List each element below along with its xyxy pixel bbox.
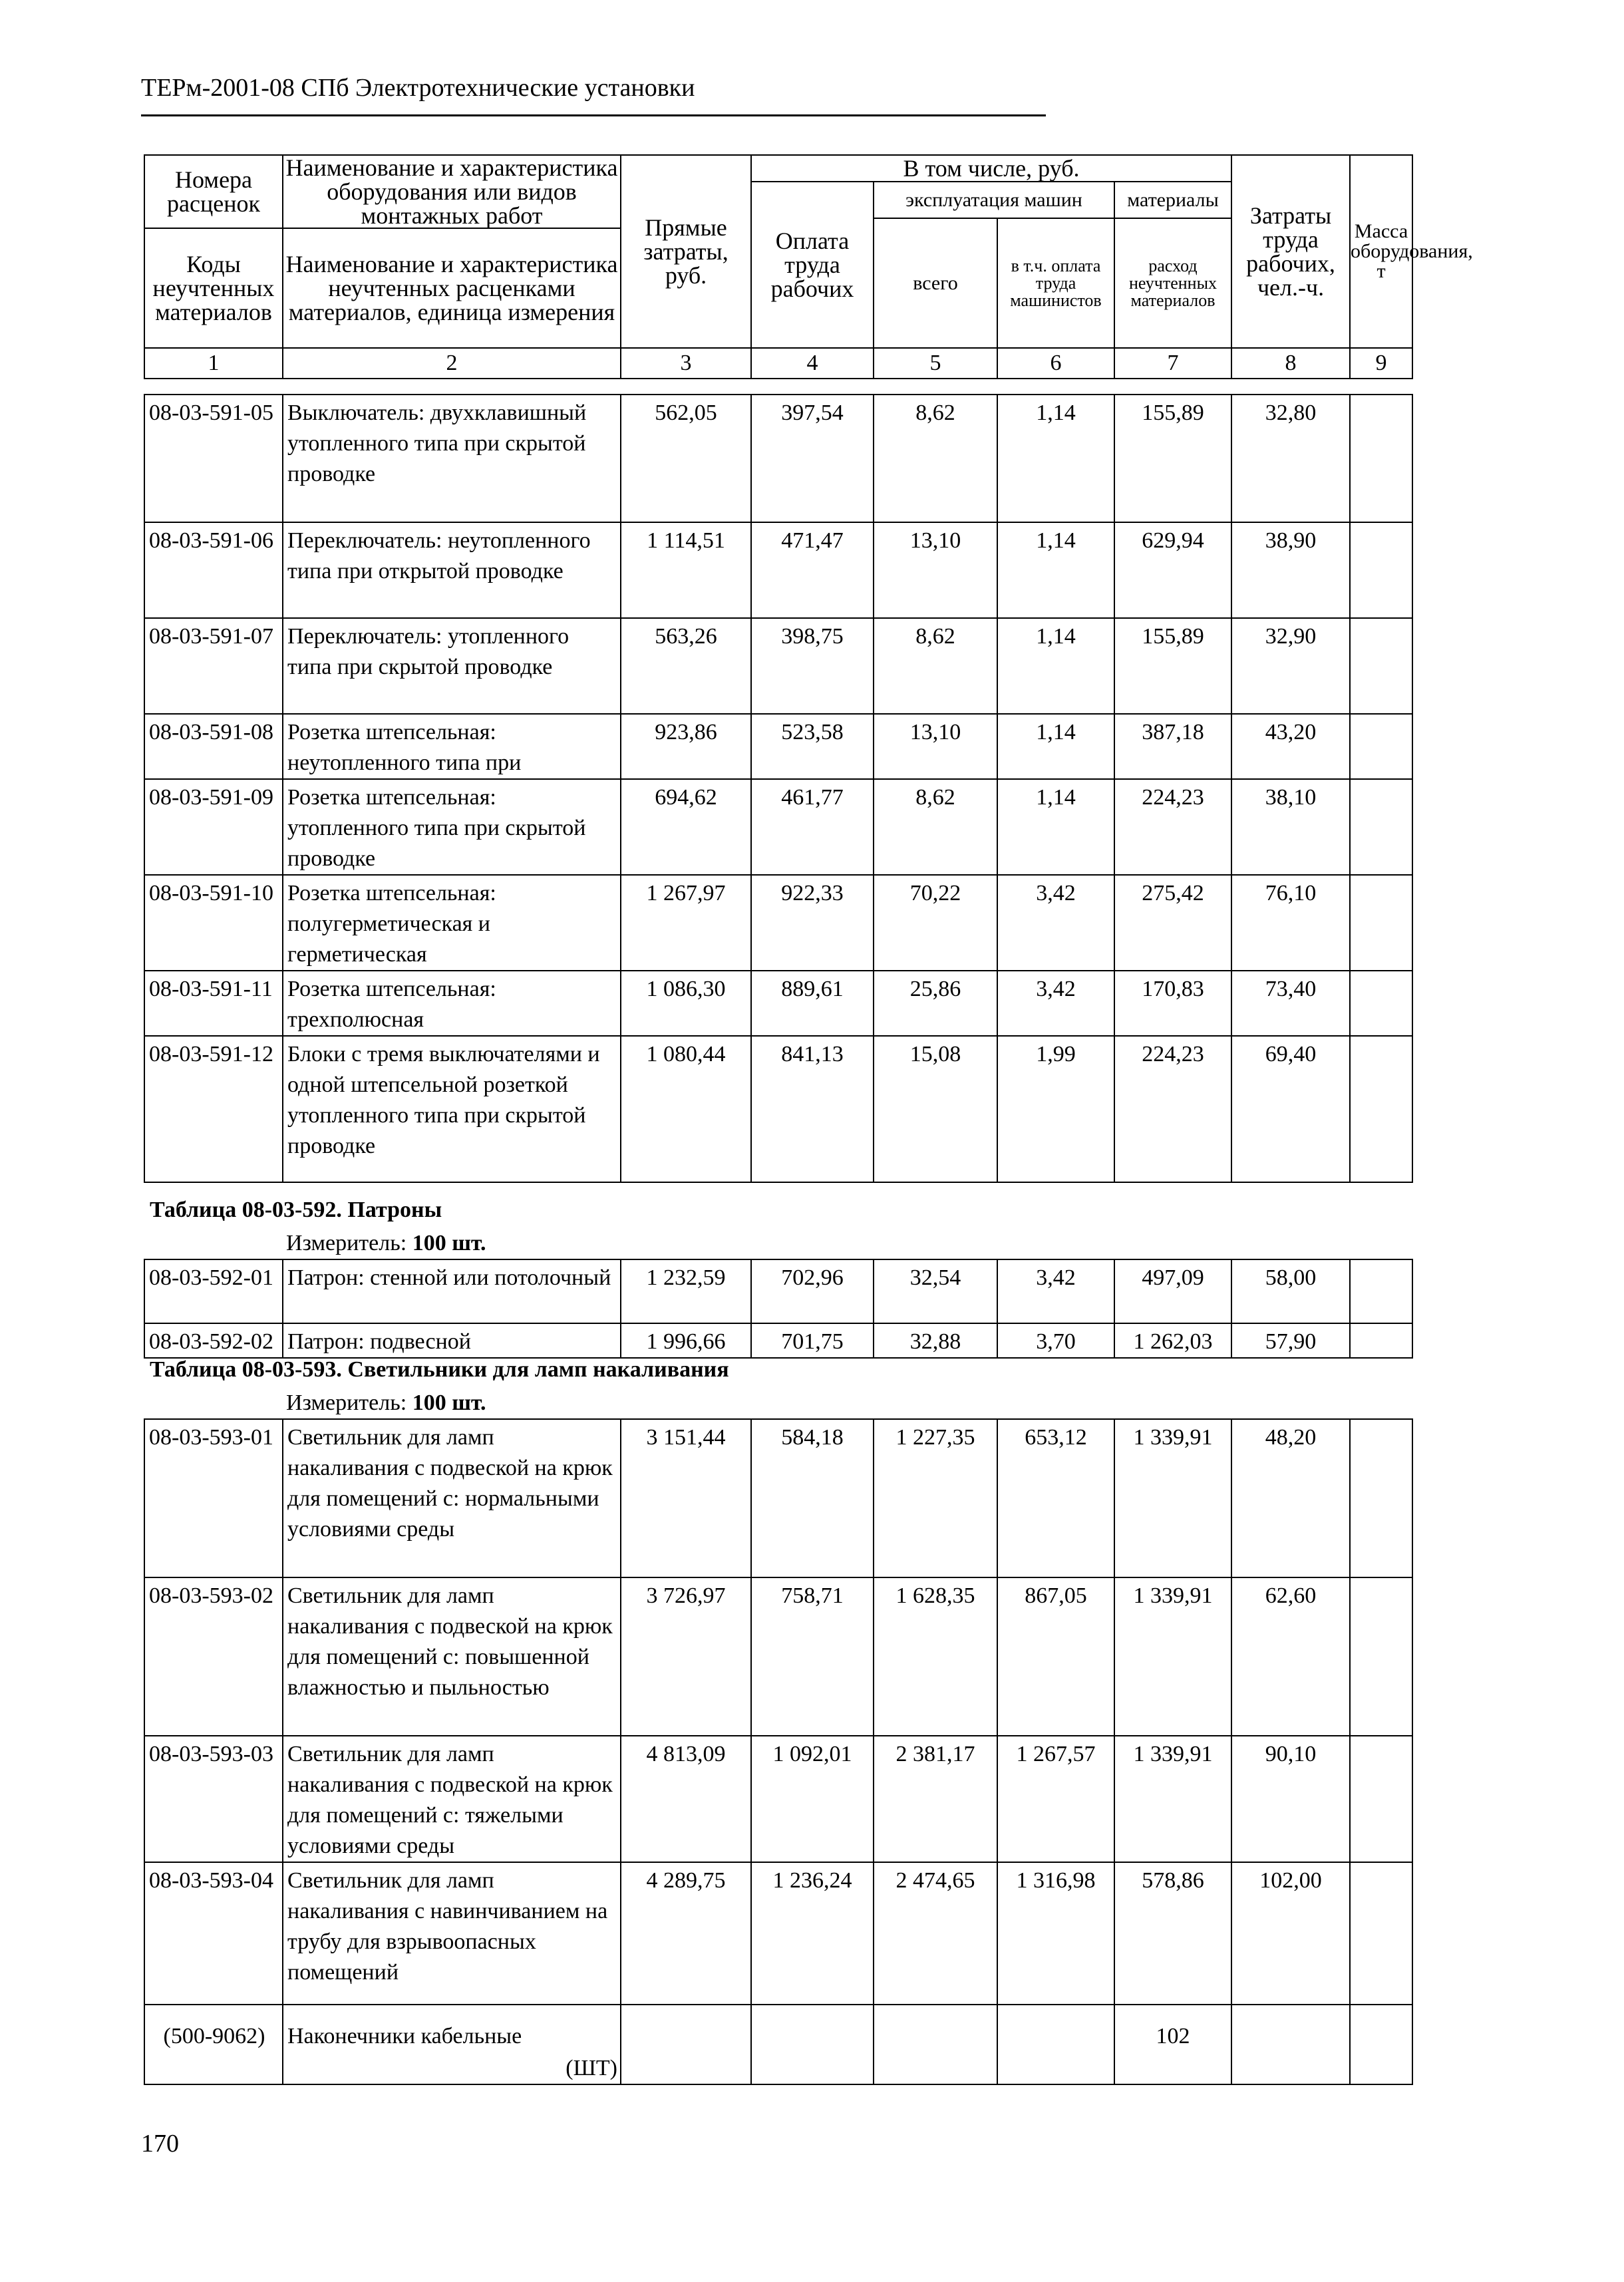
column-header-table bbox=[144, 154, 1473, 379]
materials-cost: 578,86 bbox=[1114, 1862, 1231, 2005]
work-name: Розетка штепсельная: трехполюсная bbox=[283, 971, 621, 1036]
empty-cell bbox=[1350, 2005, 1412, 2084]
col-num: 7 bbox=[1114, 348, 1231, 379]
direct-costs: 694,62 bbox=[621, 779, 751, 875]
labor-hours: 90,10 bbox=[1231, 1736, 1350, 1862]
equipment-mass bbox=[1350, 1323, 1412, 1358]
machines-total: 70,22 bbox=[874, 875, 997, 971]
labor-hours: 38,90 bbox=[1231, 522, 1350, 618]
labor-hours: 43,20 bbox=[1231, 714, 1350, 779]
rate-code: 08-03-593-02 bbox=[144, 1577, 283, 1736]
machines-total: 25,86 bbox=[874, 971, 997, 1036]
machines-total: 8,62 bbox=[874, 779, 997, 875]
rate-code: 08-03-591-06 bbox=[144, 522, 283, 618]
work-name: Розетка штепсельная: полугерметическая и герметическая bbox=[283, 875, 621, 971]
machinist-pay: 867,05 bbox=[997, 1577, 1114, 1736]
direct-costs: 3 726,97 bbox=[621, 1577, 751, 1736]
col-num: 2 bbox=[283, 348, 621, 379]
machines-total: 13,10 bbox=[874, 714, 997, 779]
table-row bbox=[144, 1323, 1412, 1358]
worker-pay: 523,58 bbox=[751, 714, 874, 779]
header-worker-pay: Оплата труда рабочих bbox=[751, 182, 874, 348]
rate-code: 08-03-593-03 bbox=[144, 1736, 283, 1862]
materials-cost: 275,42 bbox=[1114, 875, 1231, 971]
worker-pay: 701,75 bbox=[751, 1323, 874, 1358]
machinist-pay: 1,14 bbox=[997, 618, 1114, 714]
materials-cost: 170,83 bbox=[1114, 971, 1231, 1036]
header-mass: Масса оборудования, т bbox=[1350, 155, 1412, 348]
equipment-mass bbox=[1350, 714, 1412, 779]
table-row bbox=[144, 714, 1412, 779]
materials-cost: 387,18 bbox=[1114, 714, 1231, 779]
material-name: Наконечники кабельные bbox=[287, 2024, 522, 2048]
direct-costs: 1 114,51 bbox=[621, 522, 751, 618]
work-name: Патрон: подвесной bbox=[283, 1323, 621, 1358]
empty-cell bbox=[751, 2005, 874, 2084]
col-num: 6 bbox=[997, 348, 1114, 379]
machinist-pay: 1 316,98 bbox=[997, 1862, 1114, 2005]
table-row bbox=[144, 1419, 1412, 1577]
col-num: 4 bbox=[751, 348, 874, 379]
materials-cost: 497,09 bbox=[1114, 1259, 1231, 1323]
machines-total: 2 474,65 bbox=[874, 1862, 997, 2005]
rate-code: 08-03-592-01 bbox=[144, 1259, 283, 1323]
table-row bbox=[144, 1862, 1412, 2005]
worker-pay: 1 236,24 bbox=[751, 1862, 874, 2005]
equipment-mass bbox=[1350, 1419, 1412, 1577]
empty-cell bbox=[997, 2005, 1114, 2084]
work-name: Патрон: стенной или потолочный bbox=[283, 1259, 621, 1323]
direct-costs: 1 232,59 bbox=[621, 1259, 751, 1323]
header-codes: Номера расценок bbox=[144, 155, 283, 228]
machines-total: 2 381,17 bbox=[874, 1736, 997, 1862]
empty-cell bbox=[621, 2005, 751, 2084]
machinist-pay: 1,14 bbox=[997, 522, 1114, 618]
table-row bbox=[144, 1259, 1412, 1323]
direct-costs: 1 080,44 bbox=[621, 1036, 751, 1182]
direct-costs: 563,26 bbox=[621, 618, 751, 714]
equipment-mass bbox=[1350, 875, 1412, 971]
direct-costs: 1 086,30 bbox=[621, 971, 751, 1036]
title-rule bbox=[141, 114, 1046, 116]
table-row bbox=[144, 1736, 1412, 1862]
empty-cell bbox=[874, 2005, 997, 2084]
rate-code: 08-03-592-02 bbox=[144, 1323, 283, 1358]
equipment-mass bbox=[1350, 1862, 1412, 2005]
work-name: Светильник для ламп накаливания с навинчиванием на трубу для взрывоопасных помещений bbox=[283, 1862, 621, 2005]
worker-pay: 398,75 bbox=[751, 618, 874, 714]
machines-total: 1 227,35 bbox=[874, 1419, 997, 1577]
material-row bbox=[144, 2005, 1412, 2084]
rates-table-593 bbox=[144, 1418, 1413, 2085]
rate-code: 08-03-593-01 bbox=[144, 1419, 283, 1577]
worker-pay: 1 092,01 bbox=[751, 1736, 874, 1862]
direct-costs: 3 151,44 bbox=[621, 1419, 751, 1577]
work-name: Блоки с тремя выключателями и одной штепсельной розеткой утопленного типа при скрытой проводке bbox=[283, 1036, 621, 1182]
rate-code: 08-03-591-09 bbox=[144, 779, 283, 875]
col-num: 1 bbox=[144, 348, 283, 379]
equipment-mass bbox=[1350, 618, 1412, 714]
rate-code: 08-03-591-12 bbox=[144, 1036, 283, 1182]
rate-code: 08-03-591-05 bbox=[144, 395, 283, 522]
worker-pay: 841,13 bbox=[751, 1036, 874, 1182]
table-row bbox=[144, 875, 1412, 971]
materials-cost: 155,89 bbox=[1114, 618, 1231, 714]
unit-value: 100 шт. bbox=[412, 1390, 486, 1415]
work-name: Переключатель: неутопленного типа при открытой проводке bbox=[283, 522, 621, 618]
machinist-pay: 3,42 bbox=[997, 875, 1114, 971]
table-row bbox=[144, 971, 1412, 1036]
materials-cost: 629,94 bbox=[1114, 522, 1231, 618]
header-labor: Затраты труда рабочих, чел.-ч. bbox=[1231, 155, 1350, 348]
header-material-codes: Коды неучтенных материалов bbox=[144, 228, 283, 348]
machines-total: 8,62 bbox=[874, 618, 997, 714]
equipment-mass bbox=[1350, 522, 1412, 618]
labor-hours: 62,60 bbox=[1231, 1577, 1350, 1736]
materials-cost: 1 339,91 bbox=[1114, 1736, 1231, 1862]
labor-hours: 73,40 bbox=[1231, 971, 1350, 1036]
worker-pay: 702,96 bbox=[751, 1259, 874, 1323]
rate-code: 08-03-591-07 bbox=[144, 618, 283, 714]
col-num: 9 bbox=[1350, 348, 1412, 379]
header-machines: эксплуатация машин bbox=[874, 182, 1114, 218]
rates-table-592 bbox=[144, 1259, 1413, 1359]
table-row bbox=[144, 779, 1412, 875]
work-name: Розетка штепсельная: утопленного типа при скрытой проводке bbox=[283, 779, 621, 875]
table-row bbox=[144, 1036, 1412, 1182]
header-direct-costs: Прямые затраты, руб. bbox=[621, 155, 751, 348]
material-name-cell bbox=[283, 2005, 621, 2084]
machines-total: 15,08 bbox=[874, 1036, 997, 1182]
machines-total: 1 628,35 bbox=[874, 1577, 997, 1736]
unit-value: 100 шт. bbox=[412, 1231, 486, 1255]
table-row bbox=[144, 618, 1412, 714]
empty-cell bbox=[1231, 2005, 1350, 2084]
direct-costs: 923,86 bbox=[621, 714, 751, 779]
work-name: Светильник для ламп накаливания с подвеской на крюк для помещений с: нормальными условиями среды bbox=[283, 1419, 621, 1577]
material-unit: (ШТ) bbox=[566, 2056, 617, 2080]
material-consumption: 102 bbox=[1114, 2005, 1231, 2084]
labor-hours: 48,20 bbox=[1231, 1419, 1350, 1577]
material-code: (500-9062) bbox=[144, 2005, 283, 2084]
equipment-mass bbox=[1350, 1736, 1412, 1862]
rate-code: 08-03-591-08 bbox=[144, 714, 283, 779]
work-name: Розетка штепсельная: неутопленного типа при bbox=[283, 714, 621, 779]
unit-line-593 bbox=[286, 1390, 486, 1416]
header-materials: материалы bbox=[1114, 182, 1231, 218]
materials-cost: 224,23 bbox=[1114, 779, 1231, 875]
labor-hours: 38,10 bbox=[1231, 779, 1350, 875]
machinist-pay: 653,12 bbox=[997, 1419, 1114, 1577]
worker-pay: 889,61 bbox=[751, 971, 874, 1036]
table-heading-593: Таблица 08-03-593. Светильники для ламп накаливания bbox=[150, 1357, 729, 1382]
machinist-pay: 1,14 bbox=[997, 714, 1114, 779]
labor-hours: 58,00 bbox=[1231, 1259, 1350, 1323]
col-num: 8 bbox=[1231, 348, 1350, 379]
machinist-pay: 3,42 bbox=[997, 971, 1114, 1036]
work-name: Переключатель: утопленного типа при скрытой проводке bbox=[283, 618, 621, 714]
materials-cost: 224,23 bbox=[1114, 1036, 1231, 1182]
materials-cost: 1 339,91 bbox=[1114, 1577, 1231, 1736]
work-name: Светильник для ламп накаливания с подвеской на крюк для помещений с: повышенной влажностью и пыльностью bbox=[283, 1577, 621, 1736]
machines-total: 8,62 bbox=[874, 395, 997, 522]
materials-cost: 1 339,91 bbox=[1114, 1419, 1231, 1577]
direct-costs: 1 996,66 bbox=[621, 1323, 751, 1358]
rate-code: 08-03-591-10 bbox=[144, 875, 283, 971]
table-row bbox=[144, 522, 1412, 618]
unit-label: Измеритель: bbox=[286, 1231, 407, 1255]
direct-costs: 562,05 bbox=[621, 395, 751, 522]
machines-total: 32,54 bbox=[874, 1259, 997, 1323]
col-num: 5 bbox=[874, 348, 997, 379]
equipment-mass bbox=[1350, 395, 1412, 522]
direct-costs: 1 267,97 bbox=[621, 875, 751, 971]
machines-total: 32,88 bbox=[874, 1323, 997, 1358]
labor-hours: 76,10 bbox=[1231, 875, 1350, 971]
worker-pay: 461,77 bbox=[751, 779, 874, 875]
work-name: Светильник для ламп накаливания с подвеской на крюк для помещений с: тяжелыми условиями среды bbox=[283, 1736, 621, 1862]
machines-total: 13,10 bbox=[874, 522, 997, 618]
rate-code: 08-03-593-04 bbox=[144, 1862, 283, 2005]
machinist-pay: 1,14 bbox=[997, 779, 1114, 875]
direct-costs: 4 289,75 bbox=[621, 1862, 751, 2005]
worker-pay: 471,47 bbox=[751, 522, 874, 618]
materials-cost: 1 262,03 bbox=[1114, 1323, 1231, 1358]
machinist-pay: 1,14 bbox=[997, 395, 1114, 522]
page-number: 170 bbox=[141, 2130, 179, 2158]
machinist-pay: 3,42 bbox=[997, 1259, 1114, 1323]
unit-label: Измеритель: bbox=[286, 1390, 407, 1415]
worker-pay: 758,71 bbox=[751, 1577, 874, 1736]
rate-code: 08-03-591-11 bbox=[144, 971, 283, 1036]
header-machinist-pay: в т.ч. оплата труда машинистов bbox=[997, 218, 1114, 348]
worker-pay: 922,33 bbox=[751, 875, 874, 971]
equipment-mass bbox=[1350, 1036, 1412, 1182]
table-row bbox=[144, 1577, 1412, 1736]
equipment-mass bbox=[1350, 779, 1412, 875]
header-including: В том числе, руб. bbox=[751, 155, 1231, 182]
header-total: всего bbox=[874, 218, 997, 348]
direct-costs: 4 813,09 bbox=[621, 1736, 751, 1862]
machinist-pay: 1 267,57 bbox=[997, 1736, 1114, 1862]
header-name: Наименование и характеристика оборудования или видов монтажных работ bbox=[283, 155, 621, 228]
table-heading-592: Таблица 08-03-592. Патроны bbox=[150, 1198, 442, 1222]
machinist-pay: 3,70 bbox=[997, 1323, 1114, 1358]
col-num: 3 bbox=[621, 348, 751, 379]
equipment-mass bbox=[1350, 1577, 1412, 1736]
labor-hours: 57,90 bbox=[1231, 1323, 1350, 1358]
header-material-name: Наименование и характеристика неучтенных расценками материалов, единица измерения bbox=[283, 228, 621, 348]
work-name: Выключатель: двухклавишный утопленного типа при скрытой проводке bbox=[283, 395, 621, 522]
page-title: ТЕРм-2001-08 СПб Электротехнические установки bbox=[141, 74, 695, 102]
table-row bbox=[144, 395, 1412, 522]
labor-hours: 69,40 bbox=[1231, 1036, 1350, 1182]
labor-hours: 32,80 bbox=[1231, 395, 1350, 522]
header-materials-use: расход неучтенных материалов bbox=[1114, 218, 1231, 348]
labor-hours: 102,00 bbox=[1231, 1862, 1350, 2005]
worker-pay: 397,54 bbox=[751, 395, 874, 522]
worker-pay: 584,18 bbox=[751, 1419, 874, 1577]
labor-hours: 32,90 bbox=[1231, 618, 1350, 714]
equipment-mass bbox=[1350, 1259, 1412, 1323]
materials-cost: 155,89 bbox=[1114, 395, 1231, 522]
machinist-pay: 1,99 bbox=[997, 1036, 1114, 1182]
rates-table-591 bbox=[144, 394, 1413, 1183]
unit-line-592 bbox=[286, 1231, 486, 1256]
equipment-mass bbox=[1350, 971, 1412, 1036]
